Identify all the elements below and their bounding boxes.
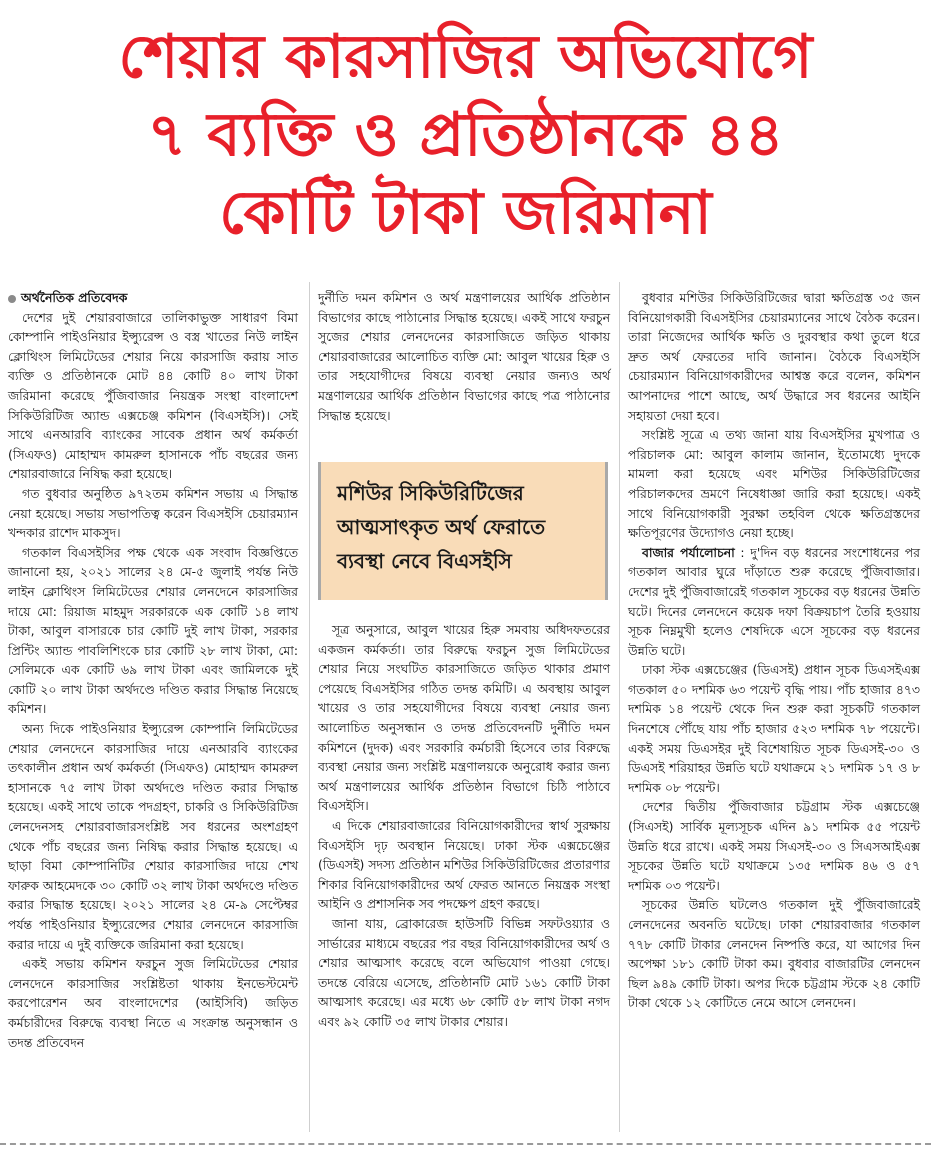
pull-quote-line-3: ব্যবস্থা নেবে বিএসইসি bbox=[337, 549, 512, 573]
headline-line-1: শেয়ার কারসাজির অভিযোগে bbox=[118, 22, 813, 92]
market-review-paragraph: বাজার পর্যালোচনা : দু'দিন বড় ধরনের সংশোধনের পর গতকাল আবার ঘুরে দাঁড়াতে শুরু করেছে পুঁজিবাজার। দেশের দুই পুঁজিবাজারেই গতকাল সূচকের বড় ধরনের উন্নতি ঘটে। দিনের লেনদেনে কয়েক দফা বিক্রয়চাপ তৈরি হওয়ায় সূচক নিম্নমুখী হলেও শেষদিকে এসে সূচকের বড় ধরনের উন্নতি ঘটে। bbox=[628, 544, 920, 658]
pull-quote-line-2: আত্মসাৎকৃত অর্থ ফেরাতে bbox=[337, 515, 546, 539]
column-divider bbox=[619, 282, 620, 1132]
headline bbox=[0, 18, 931, 252]
paragraph: এ দিকে শেয়ারবাজারের বিনিয়োগকারীদের স্বার্থ সুরক্ষায় বিএসইসি দৃঢ় অবস্থান নিয়েছে। ঢাকা স্টক এক্সচেঞ্জের (ডিএসই) সদস্য প্রতিষ্ঠান মশিউর সিকিউরিটিজের প্রতারণার শিকার বিনিয়োগকারীদের অর্থ ফেরত আনতে নিয়ন্ত্রক সংস্থা আইনি ও প্রশাসনিক সব পদক্ষেপ গ্রহণ করছে। bbox=[318, 817, 610, 912]
paragraph: সূত্র অনুসারে, আবুল খায়ের হিরু সমবায় অধিদফতরের একজন কর্মকর্তা। তার বিরুদ্ধে ফরচুন সুজ লিমিটেডের শেয়ার নিয়ে সংঘটিত কারসাজিতে জড়িত থাকার প্রমাণ পেয়েছে বিএসইসির গঠিত তদন্ত কমিটি। এ অবস্থায় আবুল খায়ের ও তার সহযোগীদের বিষয়ে ব্যবস্থা নেয়ার জন্য আলোচিত অনুসন্ধান ও তদন্ত প্রতিবেদনটি দুর্নীতি দমন কমিশনে (দুদক) এবং সরকারি কর্মচারী হিসেবে তার বিরুদ্ধে ব্যবস্থা নেয়ার জন্য সংশ্লিষ্ট মন্ত্রণালয়কে অনুরোধ করার জন্য অর্থ মন্ত্রণালয়ের আর্থিক প্রতিষ্ঠান বিভাগে চিঠি পাঠাবে বিএসইসি। bbox=[318, 622, 610, 814]
paragraph: সংশ্লিষ্ট সূত্রে এ তথ্য জানা যায় বিএসইসির মুখপাত্র ও পরিচালক মো: আবুল কালাম জানান, ইতোমধ্যে দুদকে মামলা করা হয়েছে এবং মশিউর সিকিউরিটিজের পরিচালকদের ভ্রমণে নিষেধাজ্ঞা জারি করা হয়েছে। একই সাথে বিনিয়োগকারী সুরক্ষা তহবিল থেকে ক্ষতিগ্রস্তদের ক্ষতিপূরণের উদ্যোগও নেয়া হচ্ছে। bbox=[628, 427, 920, 541]
article-column-2-top bbox=[318, 288, 610, 425]
paragraph: অন্য দিকে পাইওনিয়ার ইন্স্যুরেন্স কোম্পানি লিমিটেডের শেয়ার লেনদেনে কারসাজির দায়ে এনআরবি ব্যাংকের তৎকালীন প্রধান অর্থ কর্মকর্তা (সিএফও) মোহাম্মদ কামরুল হাসানকে ৭৫ লাখ টাকা অর্থদণ্ডে দণ্ডিত করার সিদ্ধান্ত হয়েছে। একই সাথে তাকে পদগ্রহণ, চাকরি ও সিকিউরিটিজ লেনদেনসহ শেয়ারবাজারসংশ্লিষ্ট সব ধরনের অংশগ্রহণ থেকে পাঁচ বছরের জন্য নিষিদ্ধ করার সিদ্ধান্ত হয়েছে। এ ছাড়া বিমা কোম্পানিটির শেয়ার কারসাজির দায়ে শেখ ফারুক আহমেদকে ৩০ কোটি ৩২ লাখ টাকা অর্থদণ্ডে দণ্ডিত করার সিদ্ধান্ত হয়েছে। ২০২১ সালের ২৪ মে-৯ সেপ্টেম্বর পর্যন্ত পাইওনিয়ার ইন্স্যুরেন্সের শেয়ার লেনদেনে কারসাজি করার দায়ে এ দুই ব্যক্তিকে জরিমানা করা হয়েছে। bbox=[8, 721, 298, 952]
headline-line-2: ৭ ব্যক্তি ও প্রতিষ্ঠানকে ৪৪ bbox=[147, 100, 784, 170]
byline: অর্থনৈতিক প্রতিবেদক bbox=[8, 288, 298, 308]
paragraph: বুধবার মশিউর সিকিউরিটিজের দ্বারা ক্ষতিগ্রস্ত ৩৫ জন বিনিয়োগকারী বিএসইসির চেয়ারম্যানের সাথে বৈঠক করেন। তারা নিজেদের আর্থিক ক্ষতি ও দুরবস্থার কথা তুলে ধরে দ্রুত অর্থ ফেরতের দাবি জানান। বৈঠকে বিএসইসি চেয়ারম্যান বিনিয়োগকারীদের আশ্বস্ত করে বলেন, কমিশন আপনাদের পাশে আছে, অর্থ উদ্ধারে সব ধরনের আইনি সহায়তা দেয়া হবে। bbox=[628, 290, 920, 423]
headline-line-3: কোটি টাকা জরিমানা bbox=[219, 178, 712, 248]
paragraph: ঢাকা স্টক এক্সচেঞ্জের (ডিএসই) প্রধান সূচক ডিএসইএক্স গতকাল ৫০ দশমিক ৬৩ পয়েন্ট বৃদ্ধি পায়। পাঁচ হাজার ৪৭৩ দশমিক ১৪ পয়েন্ট থেকে দিন শুরু করা সূচকটি গতকাল দিনশেষে পৌঁছে যায় পাঁচ হাজার ৫২৩ দশমিক ৭৮ পয়েন্টে। একই সময় ডিএসইর দুই বিশেষায়িত সূচক ডিএসই-৩০ ও ডিএসই শরিয়াহর উন্নতি ঘটে যথাক্রমে ২১ দশমিক ১৭ ও ৮ দশমিক ০৮ পয়েন্ট। bbox=[628, 662, 920, 795]
article-column-1 bbox=[8, 288, 298, 1052]
article-column-3 bbox=[628, 288, 920, 1013]
market-review-heading: বাজার পর্যালোচনা bbox=[642, 544, 735, 560]
pull-quote-line-1: মশিউর সিকিউরিটিজের bbox=[337, 481, 524, 505]
paragraph: দেশের দুই শেয়ারবাজারে তালিকাভুক্ত সাধারণ বিমা কোম্পানি পাইওনিয়ার ইন্স্যুরেন্স ও বস্ত্র খাতের নিউ লাইন ক্লোথিংস লিমিটেডের শেয়ার নিয়ে কারসাজি করায় সাত ব্যক্তি ও প্রতিষ্ঠানকে মোট ৪৪ কোটি ৪০ লাখ টাকা জরিমানা করেছে পুঁজিবাজার নিয়ন্ত্রক সংস্থা বাংলাদেশ সিকিউরিটিজ অ্যান্ড এক্সচেঞ্জ কমিশন (বিএসইসি)। সেই সাথে এনআরবি ব্যাংকের সাবেক প্রধান অর্থ কর্মকর্তা (সিএফও) মোহাম্মদ কামরুল হাসানকে পাঁচ বছরের জন্য শেয়ারবাজারে নিষিদ্ধ করা হয়েছে। bbox=[8, 309, 298, 482]
paragraph: গত বুধবার অনুষ্ঠিত ৯৭২তম কমিশন সভায় এ সিদ্ধান্ত নেয়া হয়েছে। সভায় সভাপতিত্ব করেন বিএসইসি চেয়ারম্যান খন্দকার রাশেদ মাকসুদ। bbox=[8, 485, 298, 541]
pull-quote-box bbox=[318, 462, 608, 600]
paragraph: দেশের দ্বিতীয় পুঁজিবাজার চট্টগ্রাম স্টক এক্সচেঞ্জে (সিএসই) সার্বিক মূল্যসূচক এদিন ৯১ দশমিক ৫৫ পয়েন্ট উন্নতি ধরে রাখে। একই সময় সিএসই-৩০ ও সিএসআইএক্স সূচকের উন্নতি ঘটে যথাক্রমে ১৩৫ দশমিক ৪৬ ও ৫৭ দশমিক ০৩ পয়েন্ট। bbox=[628, 799, 920, 893]
column-divider bbox=[309, 282, 310, 1132]
bottom-dashed-rule bbox=[0, 1143, 931, 1145]
paragraph: গতকাল বিএসইসির পক্ষ থেকে এক সংবাদ বিজ্ঞপ্তিতে জানানো হয়, ২০২১ সালের ২৪ মে-৫ জুলাই পর্যন্ত নিউ লাইন ক্লোথিংস লিমিটেডের শেয়ার লেনদেনে কারসাজির দায়ে মো: রিয়াজ মাহমুদ সরকারকে এক কোটি ১৪ লাখ টাকা, আবুল বাসারকে চার কোটি দুই লাখ টাকা, সরকার প্রিন্টিং অ্যান্ড পাবলিশিংকে চার কোটি ২৮ লাখ টাকা, মো: সেলিমকে এক কোটি ৬৯ লাখ টাকা এবং জামিলকে দুই কোটি ২০ লাখ টাকা অর্থদণ্ডে দণ্ডিত করার সিদ্ধান্ত নিয়েছে কমিশন। bbox=[8, 544, 298, 717]
paragraph: সূচকের উন্নতি ঘটলেও গতকাল দুই পুঁজিবাজারেই লেনদেনের অবনতি ঘটেছে। ঢাকা শেয়ারবাজার গতকাল ৭৭৮ কোটি টাকার লেনদেন নিষ্পত্তি করে, যা আগের দিন অপেক্ষা ১৮১ কোটি টাকা কম। বুধবার বাজারটির লেনদেন ছিল ৯৪৯ কোটি টাকা। অপর দিকে চট্টগ্রাম স্টকে ২৪ কোটি টাকা থেকে ১২ কোটিতে নেমে আসে লেনদেন। bbox=[628, 897, 920, 1011]
article-column-2-bottom bbox=[318, 620, 610, 1031]
paragraph: দুর্নীতি দমন কমিশন ও অর্থ মন্ত্রণালয়ের আর্থিক প্রতিষ্ঠান বিভাগের কাছে পাঠানোর সিদ্ধান্ত হয়েছে। একই সাথে ফরচুন সুজের শেয়ার লেনদেনের কারসাজিতে জড়িত থাকায় শেয়ারবাজারের আলোচিত ব্যক্তি মো: আবুল খায়ের হিরু ও তার সহযোগীদের বিষয়ে ব্যবস্থা নেয়ার জন্যও অর্থ মন্ত্রণালয়ের আর্থিক প্রতিষ্ঠান বিভাগের কাছে পত্র পাঠানোর সিদ্ধান্ত হয়েছে। bbox=[318, 290, 610, 423]
paragraph: একই সভায় কমিশন ফরচুন সুজ লিমিটেডের শেয়ার লেনদেনে কারসাজির সংশ্লিষ্টতা থাকায় ইনভেস্টমেন্ট করপোরেশন অব বাংলাদেশের (আইসিবি) জড়িত কর্মচারীদের বিরুদ্ধে ব্যবস্থা নিতে এ সংক্রান্ত অনুসন্ধান ও তদন্ত প্রতিবেদন bbox=[8, 956, 298, 1050]
paragraph: জানা যায়, ব্রোকারেজ হাউসটি বিভিন্ন সফটওয়্যার ও সার্ভারের মাধ্যমে বছরের পর বছর বিনিয়োগকারীদের অর্থ ও শেয়ার আত্মসাৎ করেছে বলে অভিযোগ পাওয়া গেছে। তদন্তে বেরিয়ে এসেছে, প্রতিষ্ঠানটি মোট ১৬১ কোটি টাকা আত্মসাৎ করেছে। এর মধ্যে ৬৮ কোটি ৫৮ লাখ টাকা নগদ এবং ৯২ কোটি ৩৫ লাখ টাকার শেয়ার। bbox=[318, 915, 610, 1029]
bullet-icon bbox=[8, 295, 16, 303]
